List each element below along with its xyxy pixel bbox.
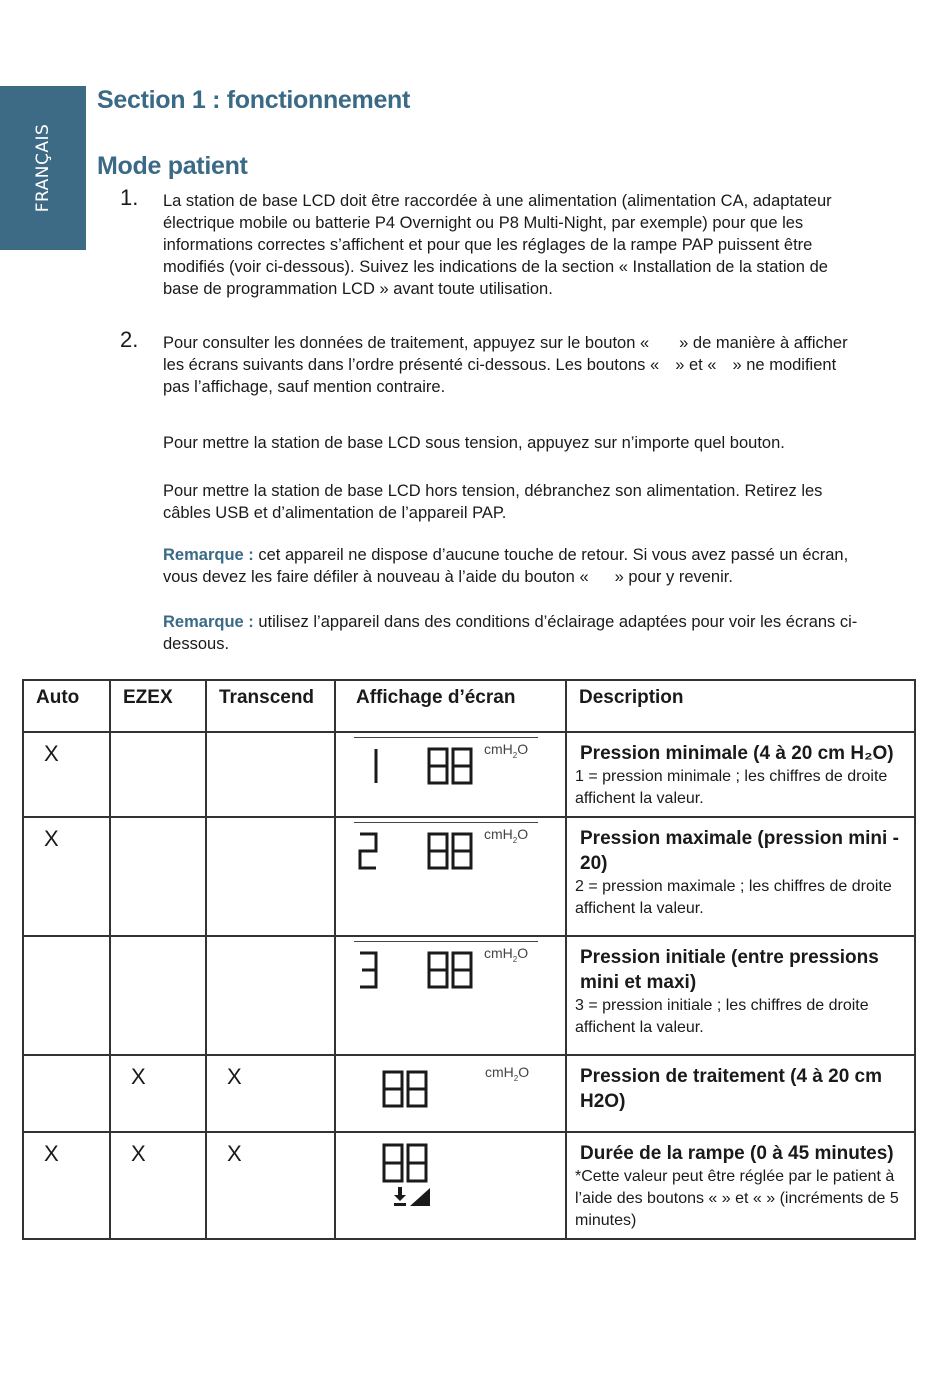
ezex-mark: X: [110, 1132, 206, 1239]
remark-label: Remarque :: [163, 613, 254, 631]
language-tab: [0, 86, 86, 250]
row-description: [566, 732, 915, 817]
remark-2: Remarque : utilisez l’appareil dans des conditions d’éclairage adaptées pour voir les écrans ci-dessous.: [163, 613, 858, 653]
table-header-row: [23, 680, 915, 732]
step-number: 2.: [120, 327, 139, 352]
header-transcend: Transcend: [206, 680, 335, 732]
ezex-mark: [110, 817, 206, 936]
row-title: Pression initiale (entre pressions mini et maxi): [580, 947, 879, 993]
auto-mark: [23, 1055, 110, 1132]
ezex-mark: X: [110, 1055, 206, 1132]
transcend-mark: [206, 732, 335, 817]
auto-mark: X: [23, 817, 110, 936]
header-screen: Affichage d’écran: [335, 680, 566, 732]
unit-label: cmH$_2$O: [485, 1064, 530, 1083]
row-title: Pression maximale (pression mini - 20): [580, 828, 899, 874]
row-description: [566, 1055, 915, 1132]
power-on-text: Pour mettre la station de base LCD sous tension, appuyez sur n’importe quel bouton.: [163, 434, 785, 452]
table-row: [23, 732, 915, 817]
row-body: 3 = pression initiale ; les chiffres de droite affichent la valeur.: [575, 997, 869, 1036]
ezex-mark: [110, 732, 206, 817]
transcend-mark: [206, 936, 335, 1055]
row-body: *Cette valeur peut être réglée par le patient à l’aide des boutons « » et « » (incréments de 5 minutes): [575, 1168, 899, 1229]
unit-label: cmH$_2$O: [484, 741, 529, 760]
lcd-screen: [335, 732, 566, 817]
screen-table: [22, 679, 916, 1240]
row-body: 2 = pression maximale ; les chiffres de droite affichent la valeur.: [575, 878, 892, 917]
lcd-digits: [354, 1137, 540, 1217]
language-tab-label: FRANÇAIS: [33, 123, 53, 213]
subsection-title: Mode patient: [97, 152, 248, 180]
table-row: [23, 817, 915, 936]
header-ezex: EZEX: [110, 680, 206, 732]
header-description: Description: [566, 680, 915, 732]
row-description: [566, 936, 915, 1055]
section-title: Section 1 : fonctionnement: [97, 86, 411, 114]
remark-1: Remarque : cet appareil ne dispose d’aucune touche de retour. Si vous avez passé un écran, vous devez les faire défiler à nouveau à l’aide du bouton « » pour y revenir.: [163, 546, 849, 586]
row-body: 1 = pression minimale ; les chiffres de droite affichent la valeur.: [575, 768, 888, 807]
unit-label: cmH$_2$O: [484, 945, 529, 964]
header-auto: Auto: [23, 680, 110, 732]
lcd-screen: [335, 1055, 566, 1132]
auto-mark: X: [23, 1132, 110, 1239]
row-title: Pression minimale (4 à 20 cm H₂O): [580, 743, 894, 764]
lcd-screen: [335, 1132, 566, 1239]
power-off-text: Pour mettre la station de base LCD hors tension, débranchez son alimentation. Retirez les câbles USB et d’alimentation de l’appareil PAP.: [163, 482, 823, 522]
ramp-icon: [394, 1187, 430, 1206]
auto-mark: X: [23, 732, 110, 817]
table-row: [23, 1132, 915, 1239]
step-number: 1.: [120, 185, 139, 210]
ezex-mark: [110, 936, 206, 1055]
row-description: [566, 817, 915, 936]
lcd-screen: [335, 936, 566, 1055]
lcd-screen: [335, 817, 566, 936]
step-text: Pour consulter les données de traitement, appuyez sur le bouton « » de manière à afficher les écrans suivants dans l’ordre présenté ci-dessous. Les boutons « » et « » ne modifient pas l’affichage, sauf mention contraire.: [163, 334, 848, 396]
transcend-mark: X: [206, 1132, 335, 1239]
auto-mark: [23, 936, 110, 1055]
transcend-mark: X: [206, 1055, 335, 1132]
transcend-mark: [206, 817, 335, 936]
row-title: Pression de traitement (4 à 20 cm H2O): [580, 1066, 883, 1112]
remark-label: Remarque :: [163, 546, 254, 564]
unit-label: cmH$_2$O: [484, 826, 529, 845]
table-row: [23, 936, 915, 1055]
table-row: [23, 1055, 915, 1132]
row-title: Durée de la rampe (0 à 45 minutes): [580, 1143, 894, 1164]
step-text: La station de base LCD doit être raccordée à une alimentation (alimentation CA, adaptateur électrique mobile ou batterie P4 Overnight ou P8 Multi-Night, par exemple) pour que les informations correctes s’affichent et pour que les réglages de la rampe PAP puissent être modifiés (voir ci-dessous). Suivez les indications de la section « Installation de la station de base de programmation LCD » avant toute utilisation.: [163, 192, 832, 298]
row-description: [566, 1132, 915, 1239]
